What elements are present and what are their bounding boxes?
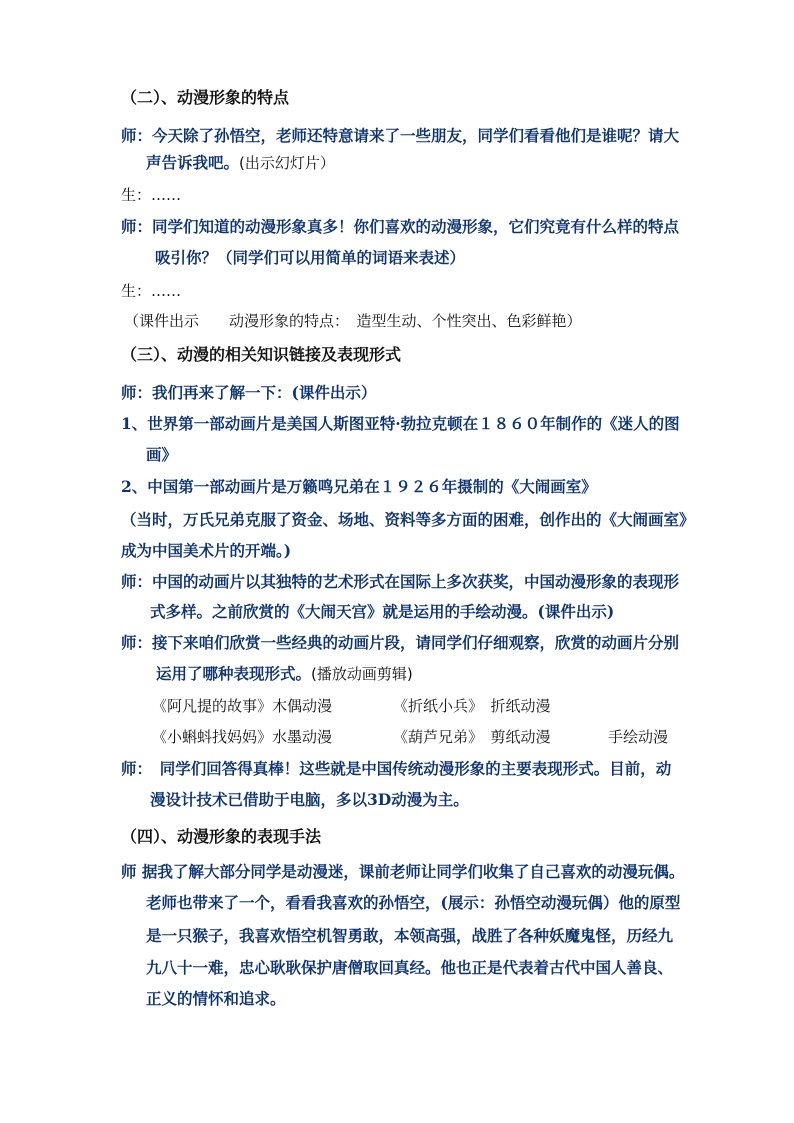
- text-span: 运用了哪种表现形式。: [156, 664, 312, 683]
- teacher-line-cont: 式多样。之前欣赏的《大闹天宫》就是运用的手绘动漫。(课件出示): [150, 602, 615, 621]
- teacher-line-cont: 九八十一难，忠心耿耿保护唐僧取回真经。他也正是代表着古代中国人善良、: [146, 958, 674, 977]
- teacher-line-cont: 正义的情怀和追求。: [146, 989, 286, 1008]
- teacher-line: 师： 同学们回答得真棒！这些就是中国传统动漫形象的主要表现形式。目前，动: [121, 759, 672, 778]
- list-item-2: 2、中国第一部动画片是万籁鸣兄弟在１９２６年摄制的《大闹画室》: [121, 477, 597, 496]
- animation-item: 手绘动漫: [608, 728, 669, 746]
- student-line: 生：……: [121, 186, 182, 204]
- list-item-1: 1、世界第一部动画片是美国人斯图亚特·勃拉克顿在１８６０年制作的《迷人的图: [121, 414, 680, 433]
- teacher-line-cont: [146, 153, 335, 173]
- teacher-line-cont: 老师也带来了一个，看看我喜欢的孙悟空，(展示：孙悟空动漫玩偶）他的原型: [146, 893, 681, 912]
- list-item-1-cont: 画》: [146, 445, 178, 464]
- teacher-line-cont: [156, 664, 413, 684]
- section-heading-3: （三）、动漫的相关知识链接及表现形式: [121, 345, 402, 364]
- teacher-line-cont: 是一只猴子，我喜欢悟空机智勇敢，本领高强，战胜了各种妖魔鬼怪，历经九: [146, 926, 674, 945]
- paren-note: （当时，万氏兄弟克服了资金、场地、资料等多方面的困难，创作出的《大闹画室》: [121, 510, 695, 529]
- teacher-line: 师：接下来咱们欣赏一些经典的动画片段，请同学们仔细观察，欣赏的动画片分别: [121, 633, 680, 652]
- teacher-line: 师：同学们知道的动漫形象真多！你们喜欢的动漫形象，它们究竟有什么样的特点: [121, 217, 680, 236]
- animation-item: 《折纸小兵》 折纸动漫: [393, 697, 551, 715]
- courseware-note: （课件出示 动漫形象的特点： 造型生动、个性突出、色彩鲜艳）: [124, 312, 582, 330]
- animation-item: 《阿凡提的故事》木偶动漫: [152, 697, 333, 715]
- teacher-line: 师：中国的动画片以其独特的艺术形式在国际上多次获奖，中国动漫形象的表现形: [121, 572, 680, 591]
- paren-note-cont: 成为中国美术片的开端。): [121, 541, 292, 560]
- teacher-line-cont: 吸引你？（同学们可以用简单的词语来表述）: [155, 248, 466, 267]
- teacher-line-cont: 漫设计技术已借助于电脑，多以3D动漫为主。: [150, 790, 469, 809]
- section-heading-4: （四）、动漫形象的表现手法: [121, 827, 322, 846]
- text-span: (出示幻灯片）: [239, 154, 335, 172]
- animation-item: 《小蝌蚪找妈妈》水墨动漫: [152, 728, 333, 746]
- teacher-line: 师：我们再来了解一下：(课件出示）: [121, 383, 377, 402]
- text-span: 声告诉我吧。: [146, 153, 240, 172]
- teacher-line: 师 据我了解大部分同学是动漫迷，课前老师让同学们收集了自己喜欢的动漫玩偶。: [121, 862, 685, 881]
- text-span: (播放动画剪辑): [311, 665, 413, 683]
- animation-item: 《葫芦兄弟》 剪纸动漫: [393, 728, 551, 746]
- teacher-line: 师：今天除了孙悟空，老师还特意请来了一些朋友，同学们看看他们是谁呢？请大: [121, 126, 680, 145]
- section-heading-2: （二）、动漫形象的特点: [121, 88, 290, 107]
- student-line: 生：……: [121, 282, 182, 300]
